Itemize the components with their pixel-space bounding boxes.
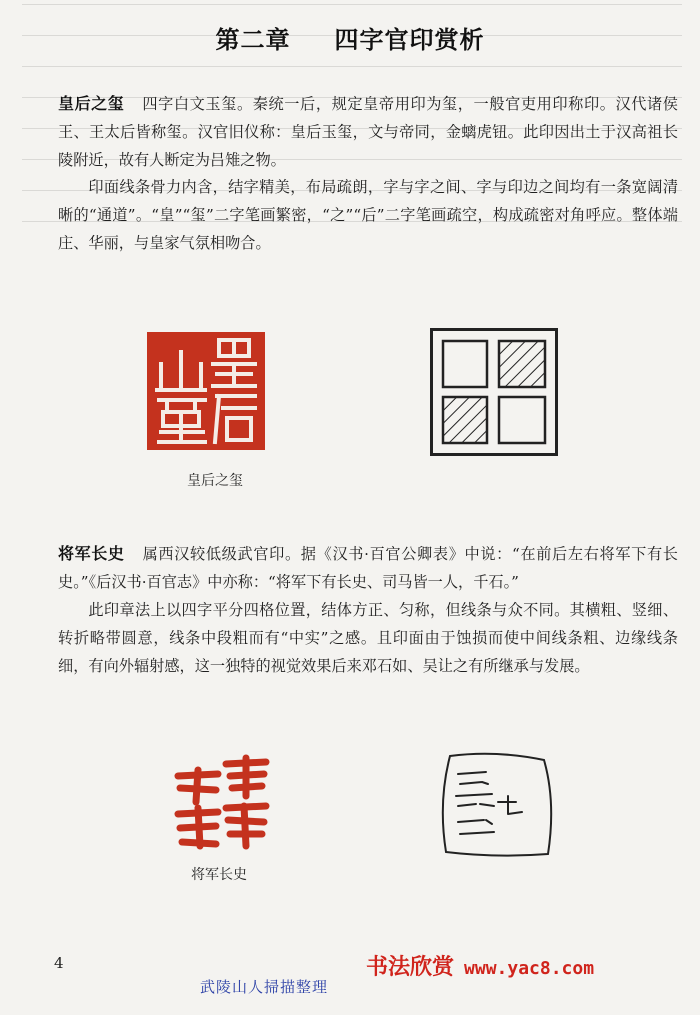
layout-diagram-1 bbox=[430, 328, 558, 456]
scanner-credit: 武陵山人掃描整理 bbox=[200, 978, 329, 996]
seal2-caption: 将军长史 bbox=[191, 867, 247, 883]
seal-huanghou-glyphs bbox=[147, 332, 265, 450]
layout-diagram-2 bbox=[436, 752, 558, 860]
section2-text1: 属西汉较低级武官印。据《汉书·百官公卿表》中说：“在前后左右将军下有长史。”《后汉书·百官志》中亦称：“将军下有长史、司马皆一人，千石。” bbox=[58, 545, 678, 591]
page-number: 4 bbox=[54, 954, 64, 972]
layout-diagram-1-grid bbox=[433, 331, 555, 453]
section1-heading: 皇后之玺 bbox=[58, 94, 125, 113]
watermark-text: 书法欣赏 bbox=[366, 954, 455, 980]
section2-para2: 此印章法上以四字平分四格位置，结体方正、匀称，但线条与众不同。其横粗、竖细、转折略带圆意，线条中段粗而有“中实”之感。且印面由于蚀损而使中间线条粗、边缘线条细，有向外辐射感，这一独特的视觉效果后来邓石如、吴让之有所继承与发展。 bbox=[58, 601, 678, 675]
watermark-url: www.yac8.com bbox=[464, 958, 595, 979]
seal-jiangjun-zhangshi bbox=[170, 752, 274, 852]
seal-huanghou-zhixi bbox=[147, 332, 265, 450]
chapter-title bbox=[0, 20, 700, 55]
section2-para1 bbox=[58, 540, 678, 596]
section1-para2: 印面线条骨力内含，结字精美，布局疏朗，字与字之间、字与印边之间均有一条宽阔清晰的“通道”。“皇”“玺”二字笔画繁密，“之”“后”二字笔画疏空，构成疏密对角呼应。整体端庄、华丽，与皇家气氛相吻合。 bbox=[58, 178, 678, 252]
section1-text1: 四字白文玉玺。秦统一后，规定皇帝用印为玺，一般官吏用印称印。汉代诸侯王、王太后皆称玺。汉官旧仪称：皇后玉玺，文与帝同，金螭虎钮。此印因出土于汉高祖长陵附近，故有人断定为吕雉之物。 bbox=[58, 95, 678, 169]
layout-diagram-2-sketch bbox=[436, 752, 558, 860]
section1-para1 bbox=[58, 90, 678, 174]
chapter-name: 四字官印赏析 bbox=[334, 26, 485, 54]
site-watermark bbox=[366, 950, 594, 981]
seal-jiangjun-glyphs bbox=[170, 752, 274, 852]
chapter-number: 第二章 bbox=[215, 26, 291, 54]
seal1-caption: 皇后之玺 bbox=[187, 473, 243, 489]
section2-heading: 将军长史 bbox=[58, 544, 125, 563]
